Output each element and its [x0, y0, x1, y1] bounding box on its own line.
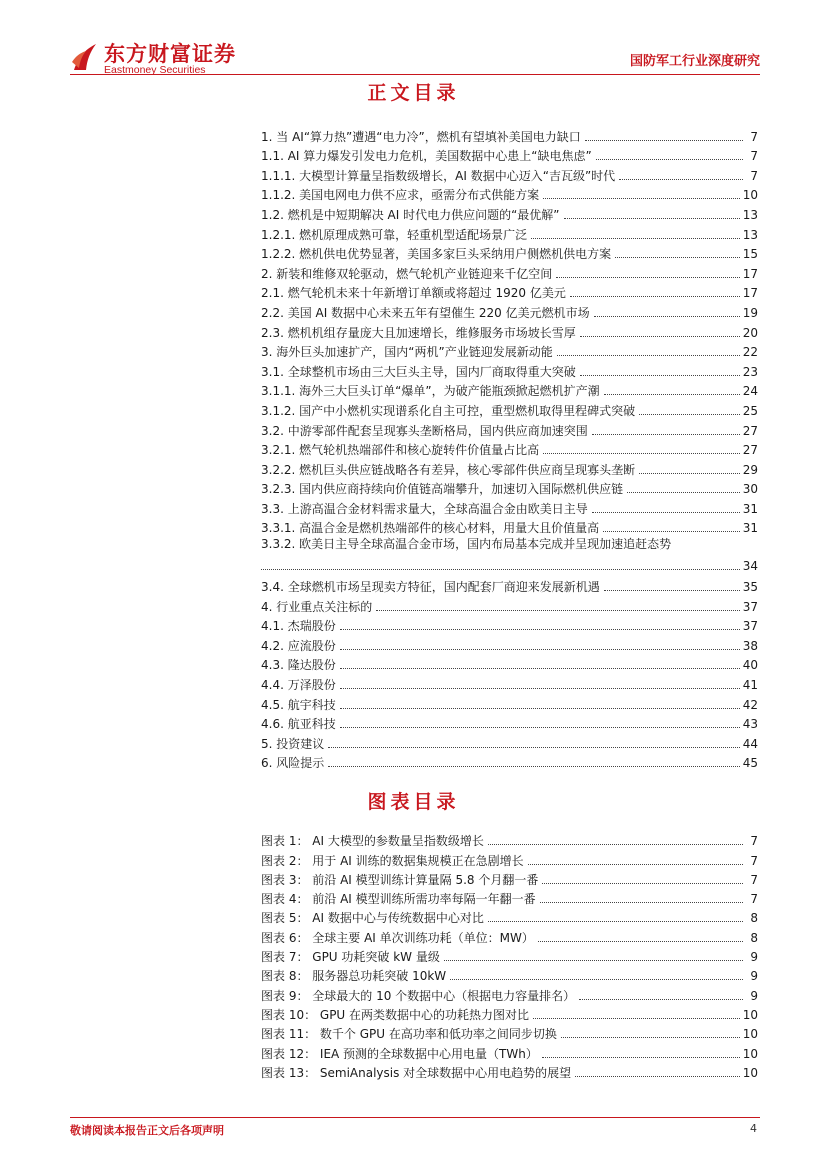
page-number: 4 — [750, 1122, 757, 1135]
figure-entry-page: 9 — [750, 988, 758, 1003]
toc-entry-page: 37 — [742, 619, 758, 634]
dot-leader — [579, 999, 743, 1000]
figure-entry[interactable] — [261, 984, 758, 1003]
toc-entry-page: 37 — [742, 599, 758, 614]
figure-entry[interactable] — [261, 926, 758, 945]
dot-leader — [538, 941, 743, 942]
figure-entry-label: 图表 6： 全球主要 AI 单次训练功耗（单位：MW） — [261, 930, 534, 945]
toc-entry[interactable] — [261, 458, 758, 478]
dot-leader — [603, 531, 740, 532]
table-of-contents — [261, 125, 758, 771]
toc-entry-label: 3.2.3. 国内供应商持续向价值链高端攀升，加速切入国际燃机供应链 — [261, 482, 624, 497]
toc-entry[interactable] — [261, 341, 758, 361]
figure-entry-page: 8 — [750, 930, 758, 945]
report-type: 国防军工行业深度研究 — [629, 54, 760, 69]
dot-leader — [328, 747, 739, 748]
dot-leader — [639, 414, 740, 415]
toc-entry-label: 4.4. 万泽股份 — [261, 678, 336, 693]
figure-entry-page: 7 — [750, 834, 758, 849]
dot-leader — [340, 688, 740, 689]
figure-entry[interactable] — [261, 1004, 758, 1023]
toc-entry-label: 1.2. 燃机是中短期解决 AI 时代电力供应问题的“最优解” — [261, 207, 560, 222]
toc-entry[interactable] — [261, 321, 758, 341]
dot-leader — [261, 569, 740, 570]
dot-leader — [531, 238, 740, 239]
dot-leader — [639, 473, 740, 474]
toc-entry[interactable] — [261, 575, 758, 595]
toc-entry-label: 1.1.2. 美国电网电力供不应求，亟需分布式供能方案 — [261, 188, 540, 203]
toc-entry-label: 3.2. 中游零部件配套呈现寡头垄断格局，国内供应商加速突围 — [261, 423, 588, 438]
dot-leader — [450, 979, 743, 980]
toc-entry[interactable] — [261, 615, 758, 635]
toc-entry-page: 20 — [742, 325, 758, 340]
toc-entry-page: 27 — [742, 423, 758, 438]
toc-entry[interactable] — [261, 595, 758, 615]
toc-entry-label: 1.2.2. 燃机供电优势显著，美国多家巨头采纳用户侧燃机供电方案 — [261, 247, 612, 262]
toc-entry[interactable] — [261, 145, 758, 165]
dot-leader — [543, 198, 740, 199]
toc-entry-page: 25 — [742, 403, 758, 418]
toc-entry-label: 4.6. 航亚科技 — [261, 717, 336, 732]
toc-entry[interactable] — [261, 203, 758, 223]
toc-entry[interactable] — [261, 517, 758, 537]
toc-entry-label: 4.2. 应流股份 — [261, 638, 336, 653]
figures-title: 图表目录 — [367, 791, 460, 813]
toc-entry-page: 29 — [742, 462, 758, 477]
toc-entry[interactable] — [261, 732, 758, 752]
toc-entry-label: 3.3.2. 欧美日主导全球高温合金市场，国内布局基本完成并呈现加速追赶态势 — [261, 537, 672, 552]
figure-entry[interactable] — [261, 1023, 758, 1042]
toc-entry[interactable] — [261, 634, 758, 654]
figure-entry-page: 7 — [750, 853, 758, 868]
figure-list — [261, 830, 758, 1081]
dot-leader — [542, 883, 743, 884]
toc-entry-label: 2.3. 燃机机组存量庞大且加速增长，维修服务市场坡长雪厚 — [261, 325, 576, 340]
toc-entry[interactable] — [261, 439, 758, 459]
toc-entry-page: 31 — [742, 501, 758, 516]
dot-leader — [619, 179, 743, 180]
dot-leader — [556, 277, 739, 278]
figure-entry[interactable] — [261, 907, 758, 926]
dot-leader — [575, 1076, 740, 1077]
dot-leader — [592, 512, 740, 513]
toc-entry-page: 40 — [742, 658, 758, 673]
figure-entry-label: 图表 10： GPU 在两类数据中心的功耗热力图对比 — [261, 1007, 530, 1022]
toc-entry[interactable] — [261, 282, 758, 302]
dot-leader — [604, 394, 740, 395]
figure-entry-label: 图表 9： 全球最大的 10 个数据中心（根据电力容量排名） — [261, 988, 576, 1003]
dot-leader — [376, 610, 739, 611]
figure-entry-page: 10 — [742, 1046, 758, 1061]
disclaimer-note: 敬请阅读本报告正文后各项声明 — [70, 1124, 224, 1137]
toc-entry-label: 3.1. 全球整机市场由三大巨头主导，国内厂商取得重大突破 — [261, 364, 576, 379]
logo-text-en: Eastmoney Securities — [104, 64, 206, 76]
dot-leader — [543, 453, 740, 454]
toc-entry-page: 13 — [742, 207, 758, 222]
toc-entry-page: 41 — [742, 678, 758, 693]
toc-entry-page: 34 — [742, 559, 758, 574]
toc-entry-label: 1. 当 AI“算力热”遭遇“电力冷”，燃机有望填补美国电力缺口 — [261, 129, 581, 144]
toc-entry-label: 3.3. 上游高温合金材料需求量大，全球高温合金由欧美日主导 — [261, 501, 588, 516]
figure-entry-label: 图表 5： AI 数据中心与传统数据中心对比 — [261, 911, 484, 926]
toc-entry-page: 45 — [742, 756, 758, 771]
figure-entry[interactable] — [261, 849, 758, 868]
dot-leader — [570, 296, 740, 297]
dot-leader — [564, 218, 740, 219]
figure-entry-label: 图表 1： AI 大模型的参数量呈指数级增长 — [261, 834, 484, 849]
toc-entry-page: 35 — [742, 580, 758, 595]
dot-leader — [533, 1018, 740, 1019]
logo-text-cn: 东方财富证券 — [104, 42, 236, 66]
figure-entry-label: 图表 11： 数千个 GPU 在高功率和低功率之间同步切换 — [261, 1027, 557, 1042]
dot-leader — [488, 921, 743, 922]
toc-entry-label: 5. 投资建议 — [261, 736, 325, 751]
toc-entry[interactable] — [261, 262, 758, 282]
toc-entry[interactable] — [261, 380, 758, 400]
dot-leader — [561, 1037, 740, 1038]
figure-entry[interactable] — [261, 1062, 758, 1081]
figure-entry-page: 7 — [750, 892, 758, 907]
dot-leader — [585, 140, 743, 141]
figure-entry-page: 10 — [742, 1027, 758, 1042]
toc-entry-label: 4.3. 隆达股份 — [261, 658, 336, 673]
figure-entry-label: 图表 4： 前沿 AI 模型训练所需功率每隔一年翻一番 — [261, 892, 536, 907]
toc-entry[interactable] — [261, 223, 758, 243]
toc-entry-label: 2. 新装和维修双轮驱动，燃气轮机产业链迎来千亿空间 — [261, 266, 553, 281]
dot-leader — [557, 355, 740, 356]
toc-entry-page: 22 — [742, 345, 758, 360]
dot-leader — [594, 316, 740, 317]
toc-entry-page: 43 — [742, 717, 758, 732]
dot-leader — [340, 649, 740, 650]
toc-entry[interactable] — [261, 164, 758, 184]
figure-entry-page: 10 — [742, 1007, 758, 1022]
toc-entry-page: 10 — [742, 188, 758, 203]
toc-entry[interactable] — [261, 752, 758, 772]
dot-leader — [340, 629, 740, 630]
figure-entry-page: 8 — [750, 911, 758, 926]
figure-entry-label: 图表 3： 前沿 AI 模型训练计算量隔 5.8 个月翻一番 — [261, 872, 539, 887]
footer-divider — [70, 1117, 760, 1118]
figure-entry-label: 图表 13： SemiAnalysis 对全球数据中心用电趋势的展望 — [261, 1065, 572, 1080]
toc-entry-page: 13 — [742, 227, 758, 242]
figure-entry[interactable] — [261, 888, 758, 907]
dot-leader — [592, 434, 740, 435]
toc-entry[interactable] — [261, 360, 758, 380]
dot-leader — [340, 727, 740, 728]
toc-entry[interactable] — [261, 693, 758, 713]
figure-entry-page: 9 — [750, 969, 758, 984]
dot-leader — [340, 708, 740, 709]
figure-entry-label: 图表 2： 用于 AI 训练的数据集规模正在急剧增长 — [261, 853, 524, 868]
figure-entry-label: 图表 8： 服务器总功耗突破 10kW — [261, 969, 447, 984]
toc-entry-label: 3. 海外巨头加速扩产，国内“两机”产业链迎发展新动能 — [261, 345, 553, 360]
dot-leader — [340, 668, 740, 669]
toc-entry-label: 3.2.1. 燃气轮机热端部件和核心旋转件价值量占比高 — [261, 443, 540, 458]
company-logo — [70, 38, 260, 82]
toc-entry[interactable] — [261, 536, 758, 575]
toc-entry[interactable] — [261, 399, 758, 419]
toc-entry[interactable] — [261, 184, 758, 204]
figure-entry[interactable] — [261, 869, 758, 888]
toc-entry-page: 44 — [742, 736, 758, 751]
toc-entry-label: 1.1. AI 算力爆发引发电力危机，美国数据中心患上“缺电焦虑” — [261, 149, 592, 164]
dot-leader — [488, 844, 743, 845]
toc-entry-label: 1.2.1. 燃机原理成熟可靠，轻重机型适配场景广泛 — [261, 227, 528, 242]
toc-entry-label: 3.1.2. 国产中小燃机实现谱系化自主可控，重型燃机取得里程碑式突破 — [261, 403, 636, 418]
toc-entry-label: 3.1.1. 海外三大巨头订单“爆单”，为破产能瓶颈掀起燃机扩产潮 — [261, 384, 600, 399]
toc-entry-page: 7 — [750, 149, 758, 164]
toc-entry-label: 4. 行业重点关注标的 — [261, 599, 373, 614]
figure-entry-page: 7 — [750, 872, 758, 887]
toc-entry[interactable] — [261, 243, 758, 263]
dot-leader — [604, 590, 740, 591]
toc-entry-label: 1.1.1. 大模型计算量呈指数级增长，AI 数据中心迈入“吉瓦级”时代 — [261, 168, 616, 183]
toc-entry-page: 19 — [742, 305, 758, 320]
dot-leader — [444, 960, 743, 961]
logo-mark-icon — [70, 40, 100, 74]
toc-entry-page: 38 — [742, 638, 758, 653]
toc-entry-label: 6. 风险提示 — [261, 756, 325, 771]
toc-entry-page: 15 — [742, 247, 758, 262]
toc-entry[interactable] — [261, 478, 758, 498]
dot-leader — [627, 492, 740, 493]
toc-entry-page: 24 — [742, 384, 758, 399]
toc-entry[interactable] — [261, 301, 758, 321]
dot-leader — [540, 902, 743, 903]
dot-leader — [596, 159, 743, 160]
figure-entry-page: 9 — [750, 950, 758, 965]
dot-leader — [542, 1057, 740, 1058]
figure-entry[interactable] — [261, 965, 758, 984]
dot-leader — [580, 375, 740, 376]
toc-entry-label: 3.3.1. 高温合金是燃机热端部件的核心材料，用量大且价值量高 — [261, 521, 600, 536]
toc-entry-label: 2.2. 美国 AI 数据中心未来五年有望催生 220 亿美元燃机市场 — [261, 305, 590, 320]
dot-leader — [528, 864, 743, 865]
dot-leader — [615, 257, 740, 258]
toc-entry[interactable] — [261, 673, 758, 693]
figure-entry-label: 图表 12： IEA 预测的全球数据中心用电量（TWh） — [261, 1046, 538, 1061]
toc-entry[interactable] — [261, 419, 758, 439]
toc-entry-label: 4.5. 航宇科技 — [261, 697, 336, 712]
toc-entry-page: 7 — [750, 168, 758, 183]
dot-leader — [580, 336, 740, 337]
toc-entry-page: 7 — [750, 129, 758, 144]
toc-entry-page: 30 — [742, 482, 758, 497]
toc-entry-page: 17 — [742, 286, 758, 301]
toc-entry-page: 31 — [742, 521, 758, 536]
figure-entry-page: 10 — [742, 1065, 758, 1080]
toc-entry-label: 4.1. 杰瑞股份 — [261, 619, 336, 634]
toc-entry-label: 3.2.2. 燃机巨头供应链战略各有差异，核心零部件供应商呈现寡头垄断 — [261, 462, 636, 477]
toc-entry-page: 17 — [742, 266, 758, 281]
figure-entry-label: 图表 7： GPU 功耗突破 kW 量级 — [261, 950, 440, 965]
toc-entry-leader — [261, 555, 758, 574]
toc-entry[interactable] — [261, 125, 758, 145]
header-divider — [70, 74, 760, 75]
toc-entry-page: 42 — [742, 697, 758, 712]
figure-entry[interactable] — [261, 830, 758, 849]
toc-entry[interactable] — [261, 713, 758, 733]
toc-entry-page: 23 — [742, 364, 758, 379]
toc-entry[interactable] — [261, 497, 758, 517]
figure-entry[interactable] — [261, 1042, 758, 1061]
toc-title: 正文目录 — [367, 82, 460, 104]
dot-leader — [328, 766, 739, 767]
toc-entry-label: 2.1. 燃气轮机未来十年新增订单额或将超过 1920 亿美元 — [261, 286, 566, 301]
toc-entry[interactable] — [261, 654, 758, 674]
figure-entry[interactable] — [261, 946, 758, 965]
toc-entry-label: 3.4. 全球燃机市场呈现卖方特征，国内配套厂商迎来发展新机遇 — [261, 580, 600, 595]
toc-entry-page: 27 — [742, 443, 758, 458]
